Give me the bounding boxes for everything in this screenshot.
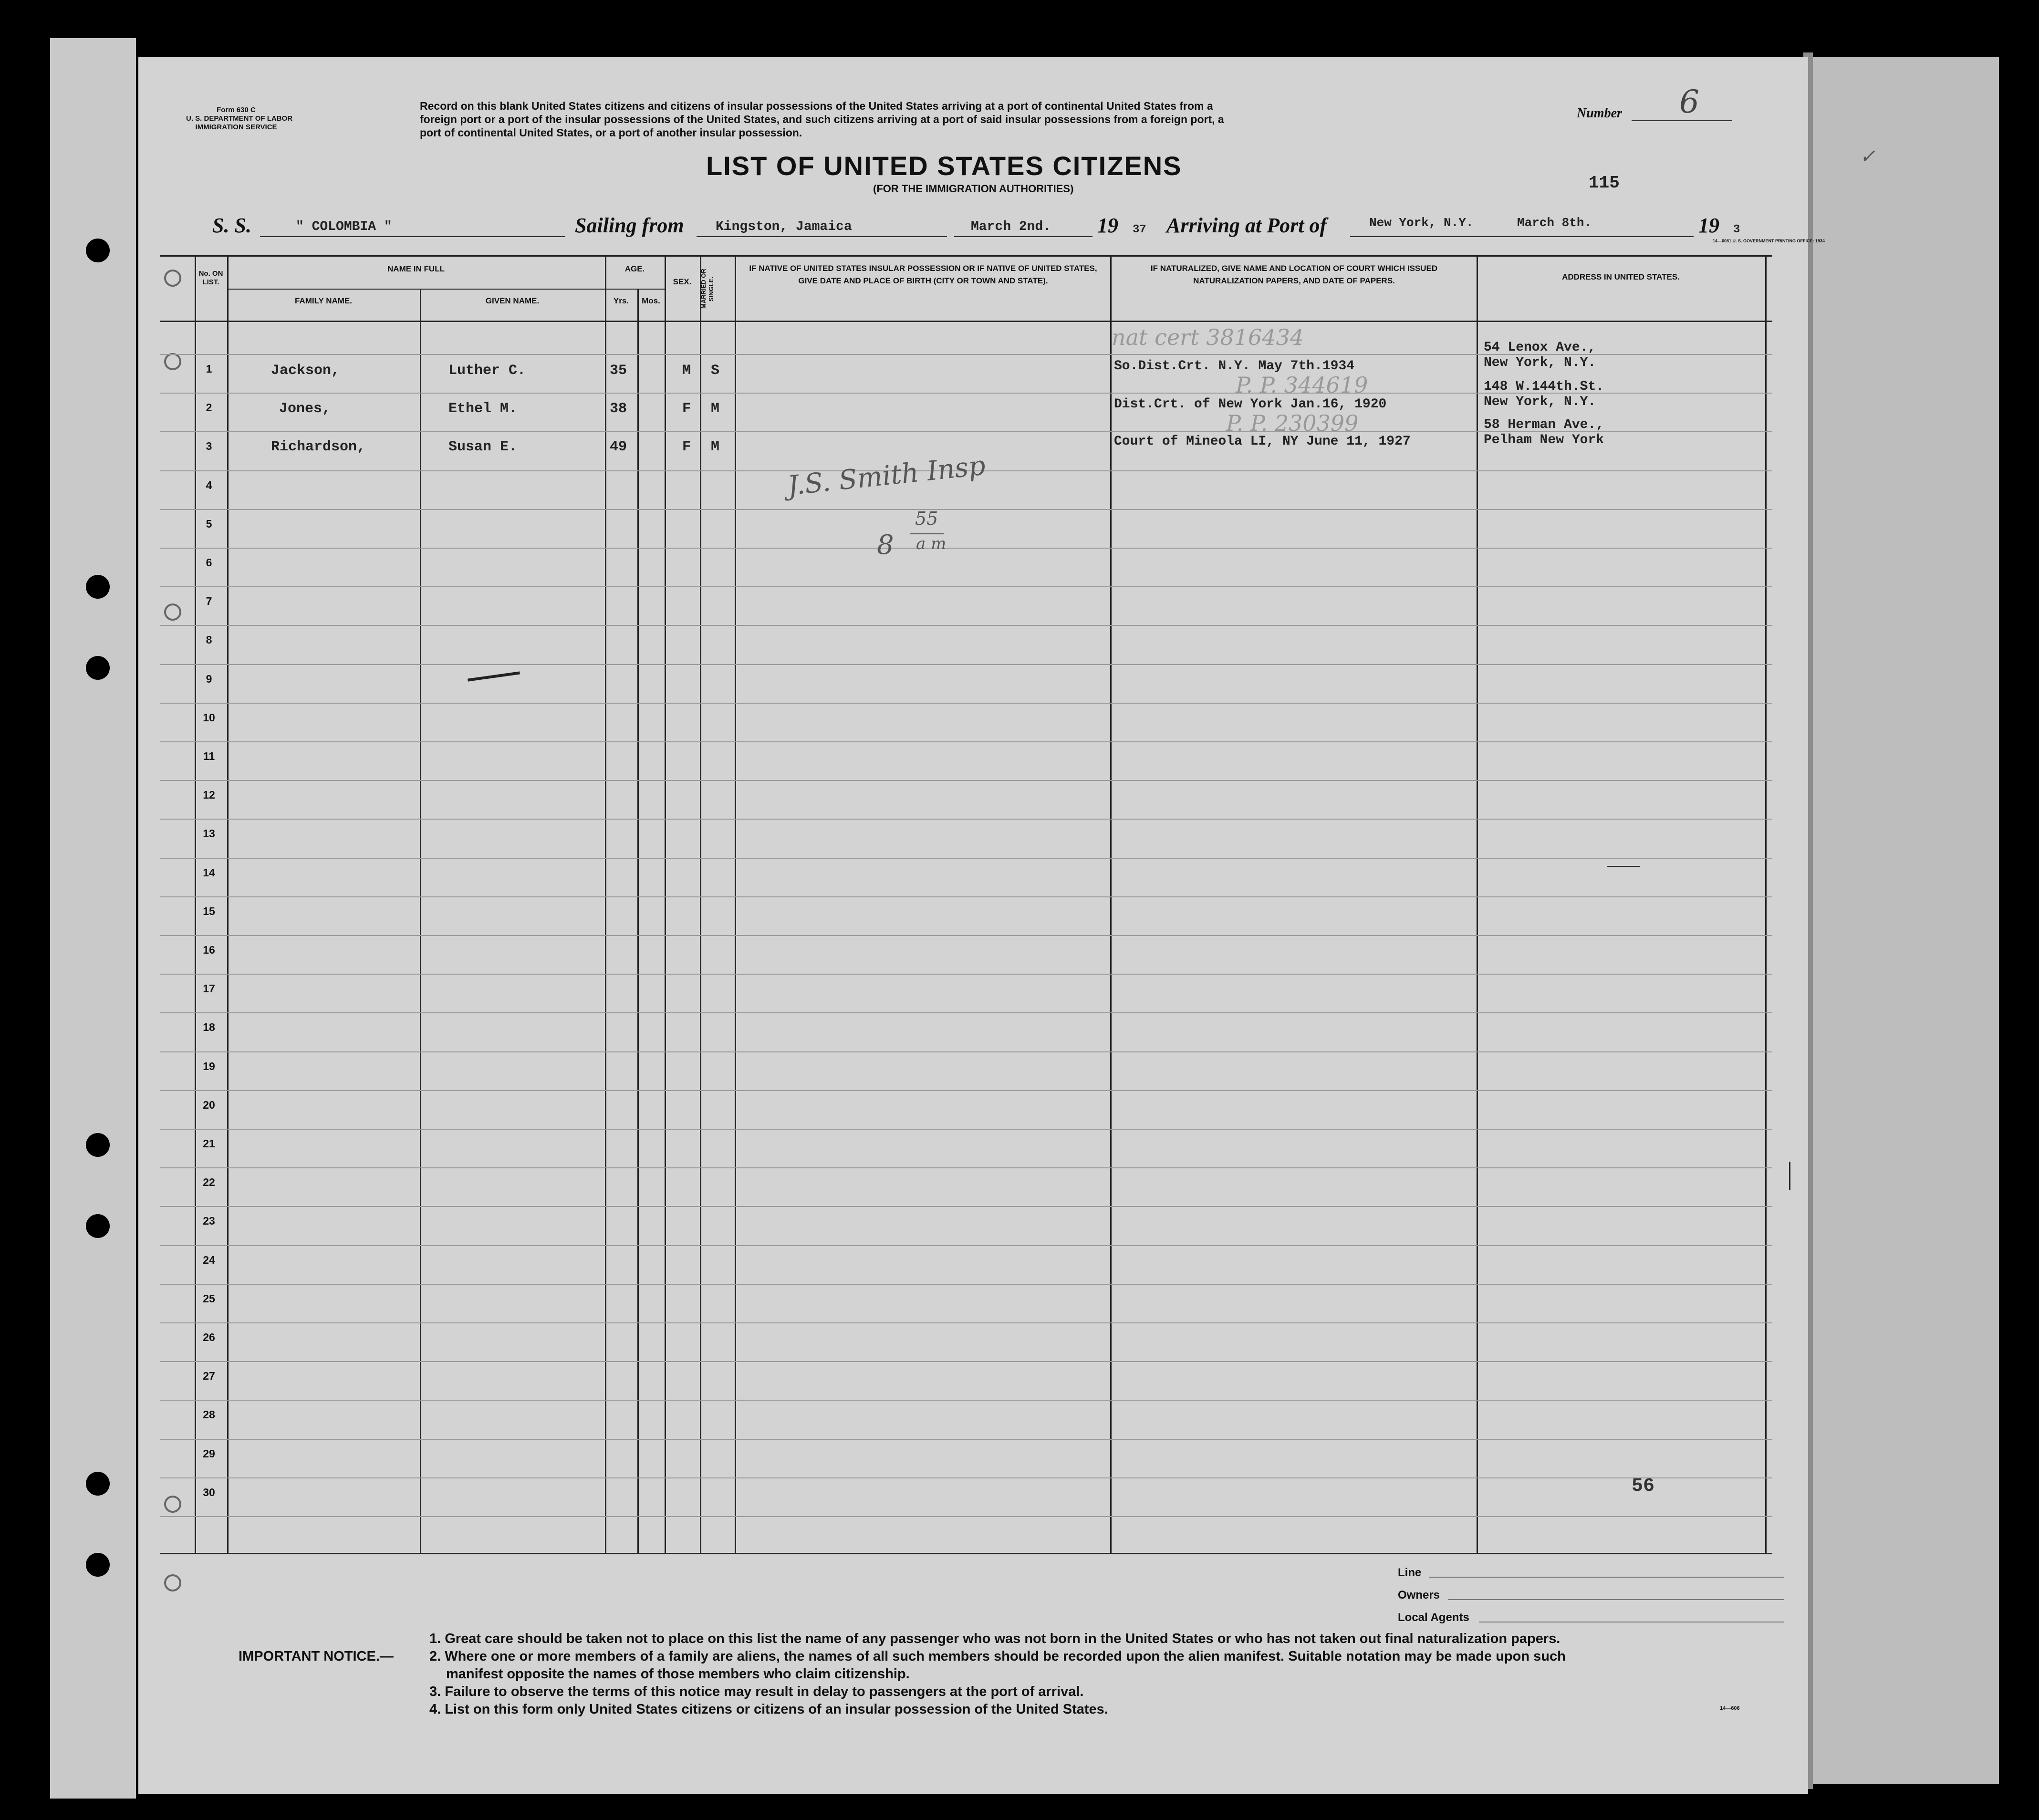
sailing-date-underline — [954, 236, 1092, 237]
ruled-line — [160, 664, 1772, 665]
ruled-line — [160, 586, 1772, 587]
ruled-line — [160, 1167, 1772, 1168]
notice-4: 4. List on this form only United States citizens or citizens of an insular possession of the United States. — [429, 1702, 1108, 1717]
ruled-line — [160, 509, 1772, 510]
owners-label: Owners — [1398, 1589, 1440, 1602]
handwritten-inspector: J.S. Smith Insp — [786, 450, 987, 502]
address-line-2: New York, N.Y. — [1484, 355, 1596, 370]
right-page-edge — [1808, 57, 1999, 1784]
row-number: 2 — [206, 401, 212, 414]
row-number: 15 — [203, 905, 215, 917]
service-name: IMMIGRATION SERVICE — [195, 123, 277, 131]
row-number: 8 — [206, 634, 212, 646]
row-number: 27 — [203, 1370, 215, 1382]
ship-underline — [260, 236, 565, 237]
ruled-line — [160, 548, 1772, 549]
arriving-port: New York, N.Y. — [1369, 216, 1474, 230]
arriving-year-prefix: 19 — [1698, 214, 1719, 237]
owners-underline — [1448, 1599, 1784, 1600]
header-naturalized: IF NATURALIZED, GIVE NAME AND LOCATION OF COURT WHICH ISSUED NATURALIZATION PAPERS, AND DATE OF PAPERS. — [1150, 264, 1438, 285]
sailing-label: Sailing from — [575, 214, 684, 237]
sex-cell: F — [682, 401, 691, 417]
header-address: ADDRESS IN UNITED STATES. — [1562, 272, 1680, 281]
column-divider-age — [605, 255, 606, 1553]
notice-title: IMPORTANT NOTICE.— — [239, 1649, 394, 1664]
header-sex: SEX. — [673, 277, 692, 286]
list-number: 6 — [1679, 83, 1699, 120]
court-cell: Court of Mineola LI, NY June 11, 1927 — [1114, 434, 1411, 449]
stray-mark — [1607, 866, 1640, 867]
column-divider-mos — [637, 289, 639, 1553]
form-id: Form 630 C — [217, 106, 256, 114]
sex-cell: F — [682, 439, 691, 455]
handwritten-pp-2: P. P. 230399 — [1226, 410, 1359, 436]
row-number: 5 — [206, 518, 212, 530]
address-line-2: Pelham New York — [1484, 433, 1604, 447]
manifest-sheet — [138, 57, 1808, 1794]
binder-hole — [86, 239, 110, 262]
header-age-yrs: Yrs. — [613, 296, 629, 305]
ruled-line — [160, 1051, 1772, 1052]
number-label: Number — [1577, 106, 1622, 121]
court-cell: So.Dist.Crt. N.Y. May 7th.1934 — [1114, 359, 1355, 374]
given-name-cell: Susan E. — [448, 439, 518, 455]
row-number: 29 — [203, 1447, 215, 1460]
ruled-line — [160, 1245, 1772, 1246]
row-number: 7 — [206, 595, 212, 607]
arriving-label: Arriving at Port of — [1166, 214, 1327, 237]
row-number: 30 — [203, 1486, 215, 1498]
sailing-date: March 2nd. — [971, 219, 1051, 234]
ruled-line — [160, 741, 1772, 742]
binder-hole — [86, 575, 110, 599]
left-binding-strip — [50, 38, 136, 1799]
department-name: U. S. DEPARTMENT OF LABOR — [186, 114, 293, 123]
header-no-on-list: No. ON LIST. — [198, 270, 223, 286]
ruled-line — [160, 819, 1772, 820]
arriving-date: March 8th. — [1517, 216, 1592, 230]
given-name-cell: Luther C. — [448, 363, 526, 379]
sex-cell: M — [682, 363, 691, 379]
check-mark: ✓ — [1860, 146, 1876, 167]
binder-hole — [86, 1214, 110, 1238]
row-number: 1 — [206, 363, 212, 375]
punch-ring — [164, 270, 181, 287]
header-married-or-single: MARRIED OR SINGLE. — [700, 269, 715, 309]
row-number: 10 — [203, 711, 215, 724]
address-line-2: New York, N.Y. — [1484, 395, 1596, 409]
notice-2-continued: manifest opposite the names of those members who claim citizenship. — [446, 1666, 910, 1682]
line-underline — [1429, 1577, 1784, 1578]
form-code: 14—606 — [1720, 1706, 1740, 1711]
handwritten-time-ampm: a m — [916, 534, 947, 553]
row-number: 4 — [206, 479, 212, 491]
row-number: 19 — [203, 1060, 215, 1072]
ruled-line — [160, 1477, 1772, 1478]
ruled-line — [160, 1322, 1772, 1323]
row-number: 6 — [206, 556, 212, 569]
ruled-line — [160, 974, 1772, 975]
punch-ring — [164, 353, 181, 370]
notice-2: 2. Where one or more members of a family are aliens, the names of all such members should be recorded upon the alien manifest. Suitable notation may be made upon such — [429, 1649, 1566, 1664]
ship-name: " COLOMBIA " — [296, 219, 392, 234]
row-number: 20 — [203, 1099, 215, 1111]
sailing-from: Kingston, Jamaica — [716, 219, 852, 234]
family-name-cell: Jones, — [279, 401, 331, 417]
ruled-line — [160, 1516, 1772, 1517]
header-family-name: FAMILY NAME. — [295, 296, 352, 305]
binder-hole — [86, 1472, 110, 1496]
column-divider-naturalized — [1110, 255, 1112, 1553]
row-number: 23 — [203, 1215, 215, 1227]
row-number: 17 — [203, 982, 215, 995]
ruled-line — [160, 896, 1772, 897]
handwritten-nat-cert: nat cert 3816434 — [1112, 324, 1304, 350]
punch-ring — [164, 1496, 181, 1513]
row-number: 24 — [203, 1254, 215, 1266]
table-header-border — [160, 321, 1772, 322]
binder-hole — [86, 1133, 110, 1157]
address-line-1: 148 W.144th.St. — [1484, 379, 1604, 394]
header-given-name: GIVEN NAME. — [485, 296, 540, 305]
family-name-cell: Richardson, — [271, 439, 366, 455]
row-number: 14 — [203, 866, 215, 879]
name-age-subheader-rule — [227, 289, 665, 290]
ruled-line — [160, 1400, 1772, 1401]
column-divider-right — [1765, 255, 1767, 1553]
row-number: 12 — [203, 789, 215, 801]
ruled-line — [160, 1439, 1772, 1440]
column-divider-family — [227, 255, 229, 1553]
ruled-line — [160, 780, 1772, 781]
handwritten-pp-1: P. P. 344619 — [1236, 372, 1368, 398]
ruled-line — [160, 1090, 1772, 1091]
record-instructions-line-2: foreign port or a port of the insular possessions of the United States, and such citizens arriving at a port of said insular possessions from a foreign port, a — [420, 113, 1224, 125]
header-birth-info: IF NATIVE OF UNITED STATES INSULAR POSSESSION OR IF NATIVE OF UNITED STATES, GIVE DATE AND PLACE OF BIRTH (CITY OR TOWN AND STATE). — [749, 264, 1097, 285]
column-divider-sex — [665, 255, 666, 1553]
marital-cell: M — [711, 439, 720, 455]
header-name-in-full: NAME IN FULL — [387, 264, 445, 273]
binder-hole — [86, 1553, 110, 1577]
page-title: LIST OF UNITED STATES CITIZENS — [706, 151, 1182, 181]
page-subtitle: (FOR THE IMMIGRATION AUTHORITIES) — [873, 183, 1074, 195]
number-underline — [1632, 120, 1732, 121]
column-divider-address — [1477, 255, 1478, 1553]
ruled-line — [160, 1361, 1772, 1362]
ruled-line — [160, 1206, 1772, 1207]
given-name-cell: Ethel M. — [448, 401, 518, 417]
agents-label: Local Agents — [1398, 1611, 1469, 1624]
ruled-line — [160, 1012, 1772, 1013]
ruled-line — [160, 1129, 1772, 1130]
notice-1: 1. Great care should be taken not to place on this list the name of any passenger who was not born in the United States or who has not taken out final naturalization papers. — [429, 1631, 1560, 1646]
column-divider-given — [420, 289, 421, 1553]
row-number: 28 — [203, 1408, 215, 1421]
line-label: Line — [1398, 1566, 1422, 1579]
ruled-line — [160, 703, 1772, 704]
sailing-year-prefix: 19 — [1097, 214, 1118, 237]
marital-cell: M — [711, 401, 720, 417]
row-number: 25 — [203, 1292, 215, 1305]
binder-hole — [86, 656, 110, 680]
handwritten-time-hour: 8 — [877, 530, 894, 561]
ruled-line — [160, 625, 1772, 626]
row-number: 22 — [203, 1176, 215, 1188]
page-stamp: 115 — [1589, 173, 1620, 193]
arriving-port-underline — [1350, 236, 1694, 237]
column-divider-birth — [735, 255, 736, 1553]
header-age: AGE. — [624, 264, 645, 273]
ss-label: S. S. — [212, 214, 251, 237]
address-line-1: 58 Herman Ave., — [1484, 417, 1604, 432]
handwritten-time-min: 55 — [915, 508, 938, 529]
row-number: 9 — [206, 673, 212, 685]
punch-ring — [164, 1574, 181, 1591]
row-number: 18 — [203, 1021, 215, 1033]
row-number: 21 — [203, 1137, 215, 1150]
sailing-year-suffix: 37 — [1133, 223, 1146, 236]
ruled-line — [160, 1284, 1772, 1285]
record-instructions-line-3: port of continental United States, or a port of another insular possession. — [420, 126, 802, 139]
header-age-mos: Mos. — [642, 296, 660, 305]
record-instructions-line-1: Record on this blank United States citizens and citizens of insular possessions of the United States arriving at a port of continental United States from a — [420, 100, 1213, 112]
ruled-line — [160, 858, 1772, 859]
sailing-from-underline — [697, 236, 947, 237]
age-cell: 38 — [610, 401, 627, 417]
age-cell: 49 — [610, 439, 627, 455]
family-name-cell: Jackson, — [271, 363, 340, 379]
edge-tick — [1789, 1162, 1790, 1190]
column-divider-marital — [700, 255, 701, 1553]
ruled-line — [160, 935, 1772, 936]
table-top-border — [160, 255, 1772, 257]
row-number: 3 — [206, 440, 212, 452]
row-number: 26 — [203, 1331, 215, 1343]
punch-ring — [164, 603, 181, 621]
notice-3: 3. Failure to observe the terms of this notice may result in delay to passengers at the port of arrival. — [429, 1684, 1084, 1699]
table-bottom-border — [160, 1553, 1772, 1554]
arriving-year-suffix: 3 — [1733, 223, 1740, 236]
handwritten-page-number: 56 — [1632, 1476, 1655, 1497]
row-number: 11 — [203, 750, 215, 762]
printer-note: 14—6081 U. S. GOVERNMENT PRINTING OFFICE: 1934 — [1713, 239, 1825, 243]
row-number: 16 — [203, 944, 215, 956]
address-line-1: 54 Lenox Ave., — [1484, 340, 1596, 355]
marital-cell: S — [711, 363, 720, 379]
row-number: 13 — [203, 827, 215, 840]
age-cell: 35 — [610, 363, 627, 379]
court-cell: Dist.Crt. of New York Jan.16, 1920 — [1114, 397, 1387, 412]
